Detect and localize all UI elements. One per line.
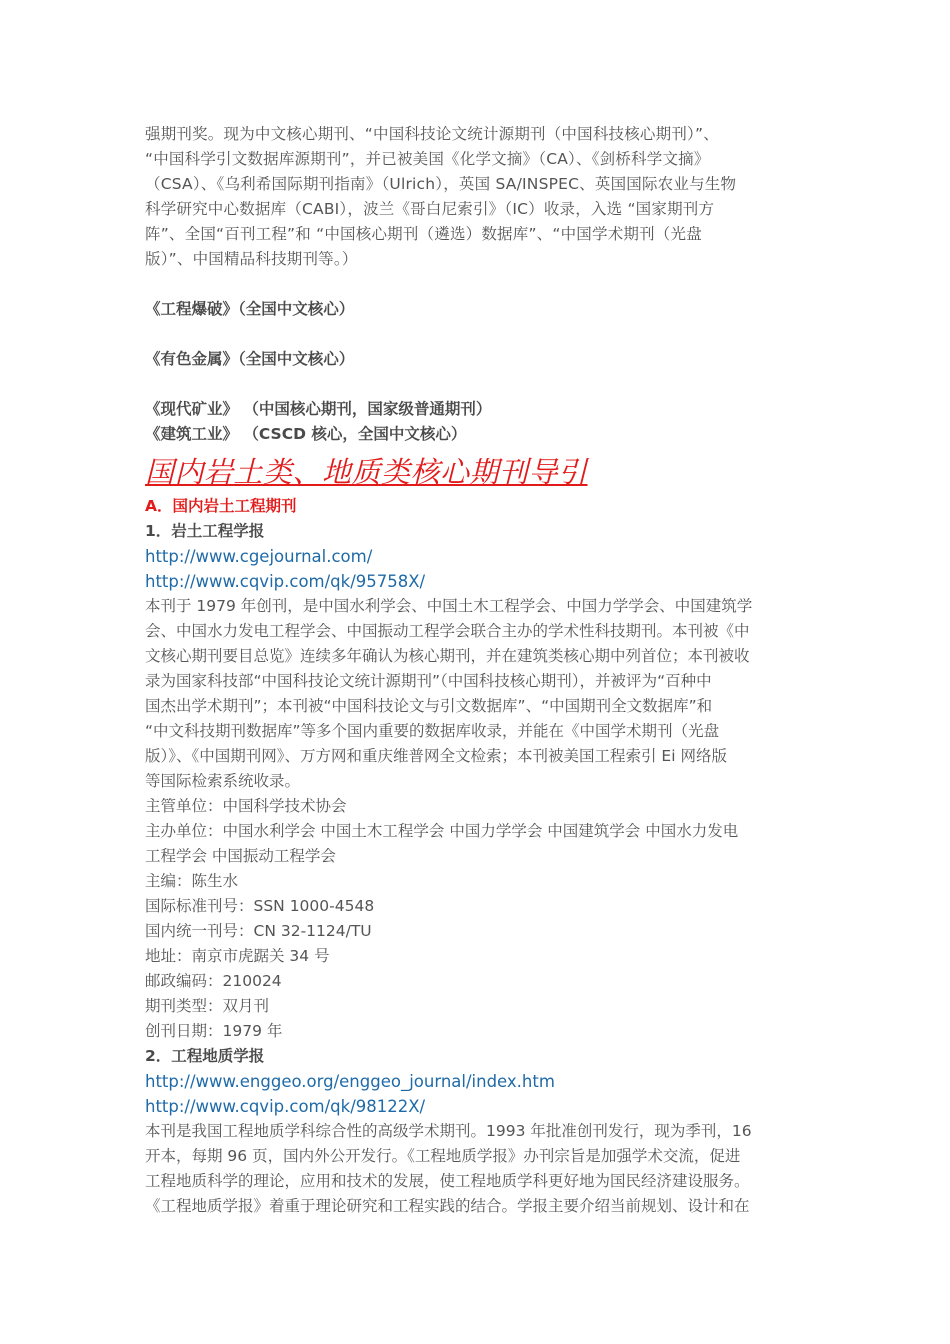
text-line: 录为国家科技部“中国科技论文统计源期刊”（中国科技核心期刊），并被评为“百种中 xyxy=(145,672,712,690)
text-line: 国杰出学术期刊”；本刊被“中国科技论文与引文数据库”、“中国期刊全文数据库”和 xyxy=(145,697,713,715)
text-line: （CSA）、《乌利希国际期刊指南》（Ulrich），英国 SA/INSPEC、英国国际农业与生物 xyxy=(145,175,737,193)
journal-entry: 《现代矿业》 （中国核心期刊，国家级普通期刊） xyxy=(145,400,492,418)
info-line: 国际标准刊号：SSN 1000-4548 xyxy=(145,897,375,915)
text-line: “中文科技期刊数据库”等多个国内重要的数据库收录，并能在《中国学术期刊（光盘 xyxy=(145,722,720,740)
text-line: 阵”、全国“百刊工程”和 “中国核心期刊（遴选）数据库”、“中国学术期刊（光盘 xyxy=(145,225,702,243)
text-line: “中国科学引文数据库源期刊”，并已被美国《化学文摘》（CA）、《剑桥科学文摘》 xyxy=(145,150,710,168)
info-line: 创刊日期：1979 年 xyxy=(145,1022,283,1040)
journal-link[interactable]: http://www.enggeo.org/enggeo_journal/index.htm xyxy=(145,1072,555,1091)
text-line: 科学研究中心数据库（CABI），波兰《哥白尼索引》（IC）收录，入选 “国家期刊方 xyxy=(145,200,715,218)
journal-entry: 《建筑工业》 （CSCD 核心，全国中文核心） xyxy=(145,425,467,443)
text-line: 会、中国水力发电工程学会、中国振动工程学会联合主办的学术性科技期刊。本刊被《中 xyxy=(145,622,750,640)
info-line: 国内统一刊号：CN 32-1124/TU xyxy=(145,922,372,940)
text-line: 工程地质科学的理论，应用和技术的发展，使工程地质学科更好地为国民经济建设服务。 xyxy=(145,1172,750,1190)
journal-description xyxy=(145,1119,810,1219)
journal-heading: 1．岩土工程学报 xyxy=(145,522,265,540)
journal-description xyxy=(145,594,810,794)
text-line: 强期刊奖。现为中文核心期刊、“中国科技论文统计源期刊（中国科技核心期刊）”、 xyxy=(145,125,719,143)
info-line: 期刊类型：双月刊 xyxy=(145,997,270,1015)
journal-heading: 2．工程地质学报 xyxy=(145,1047,265,1065)
info-line: 工程学会 中国振动工程学会 xyxy=(145,847,336,865)
main-title: 国内岩土类、地质类核心期刊导引 xyxy=(145,455,588,489)
text-line: 等国际检索系统收录。 xyxy=(145,772,301,790)
journal-link[interactable]: http://www.cqvip.com/qk/95758X/ xyxy=(145,572,426,591)
journal-entry: 《有色金属》（全国中文核心） xyxy=(145,350,355,368)
info-line: 地址：南京市虎踞关 34 号 xyxy=(145,947,330,965)
journal-link[interactable]: http://www.cqvip.com/qk/98122X/ xyxy=(145,1097,426,1116)
document-page xyxy=(145,122,810,1219)
intro-paragraph xyxy=(145,122,810,272)
info-line: 主编：陈生水 xyxy=(145,872,239,890)
text-line: 开本，每期 96 页，国内外公开发行。《工程地质学报》办刊宗旨是加强学术交流，促进 xyxy=(145,1147,741,1165)
text-line: 版）》、《中国期刊网》、万方网和重庆维普网全文检索；本刊被美国工程索引 Ei 网络版 xyxy=(145,747,727,765)
info-line: 邮政编码：210024 xyxy=(145,972,282,990)
section-heading: A．国内岩土工程期刊 xyxy=(145,497,297,515)
info-line: 主办单位：中国水利学会 中国土木工程学会 中国力学学会 中国建筑学会 中国水力发电 xyxy=(145,822,739,840)
text-line: 本刊是我国工程地质学科综合性的高级学术期刊。1993 年批准创刊发行，现为季刊，16 xyxy=(145,1122,752,1140)
journal-info xyxy=(145,794,810,1044)
journal-link[interactable]: http://www.cgejournal.com/ xyxy=(145,547,373,566)
text-line: 文核心期刊要目总览》连续多年确认为核心期刊，并在建筑类核心期中列首位；本刊被收 xyxy=(145,647,750,665)
journal-entry: 《工程爆破》（全国中文核心） xyxy=(145,300,355,318)
info-line: 主管单位：中国科学技术协会 xyxy=(145,797,347,815)
text-line: 版）”、中国精品科技期刊等。） xyxy=(145,250,358,268)
text-line: 本刊于 1979 年创刊，是中国水利学会、中国土木工程学会、中国力学学会、中国建筑学 xyxy=(145,597,753,615)
text-line: 《工程地质学报》着重于理论研究和工程实践的结合。学报主要介绍当前规划、设计和在 xyxy=(145,1197,750,1215)
